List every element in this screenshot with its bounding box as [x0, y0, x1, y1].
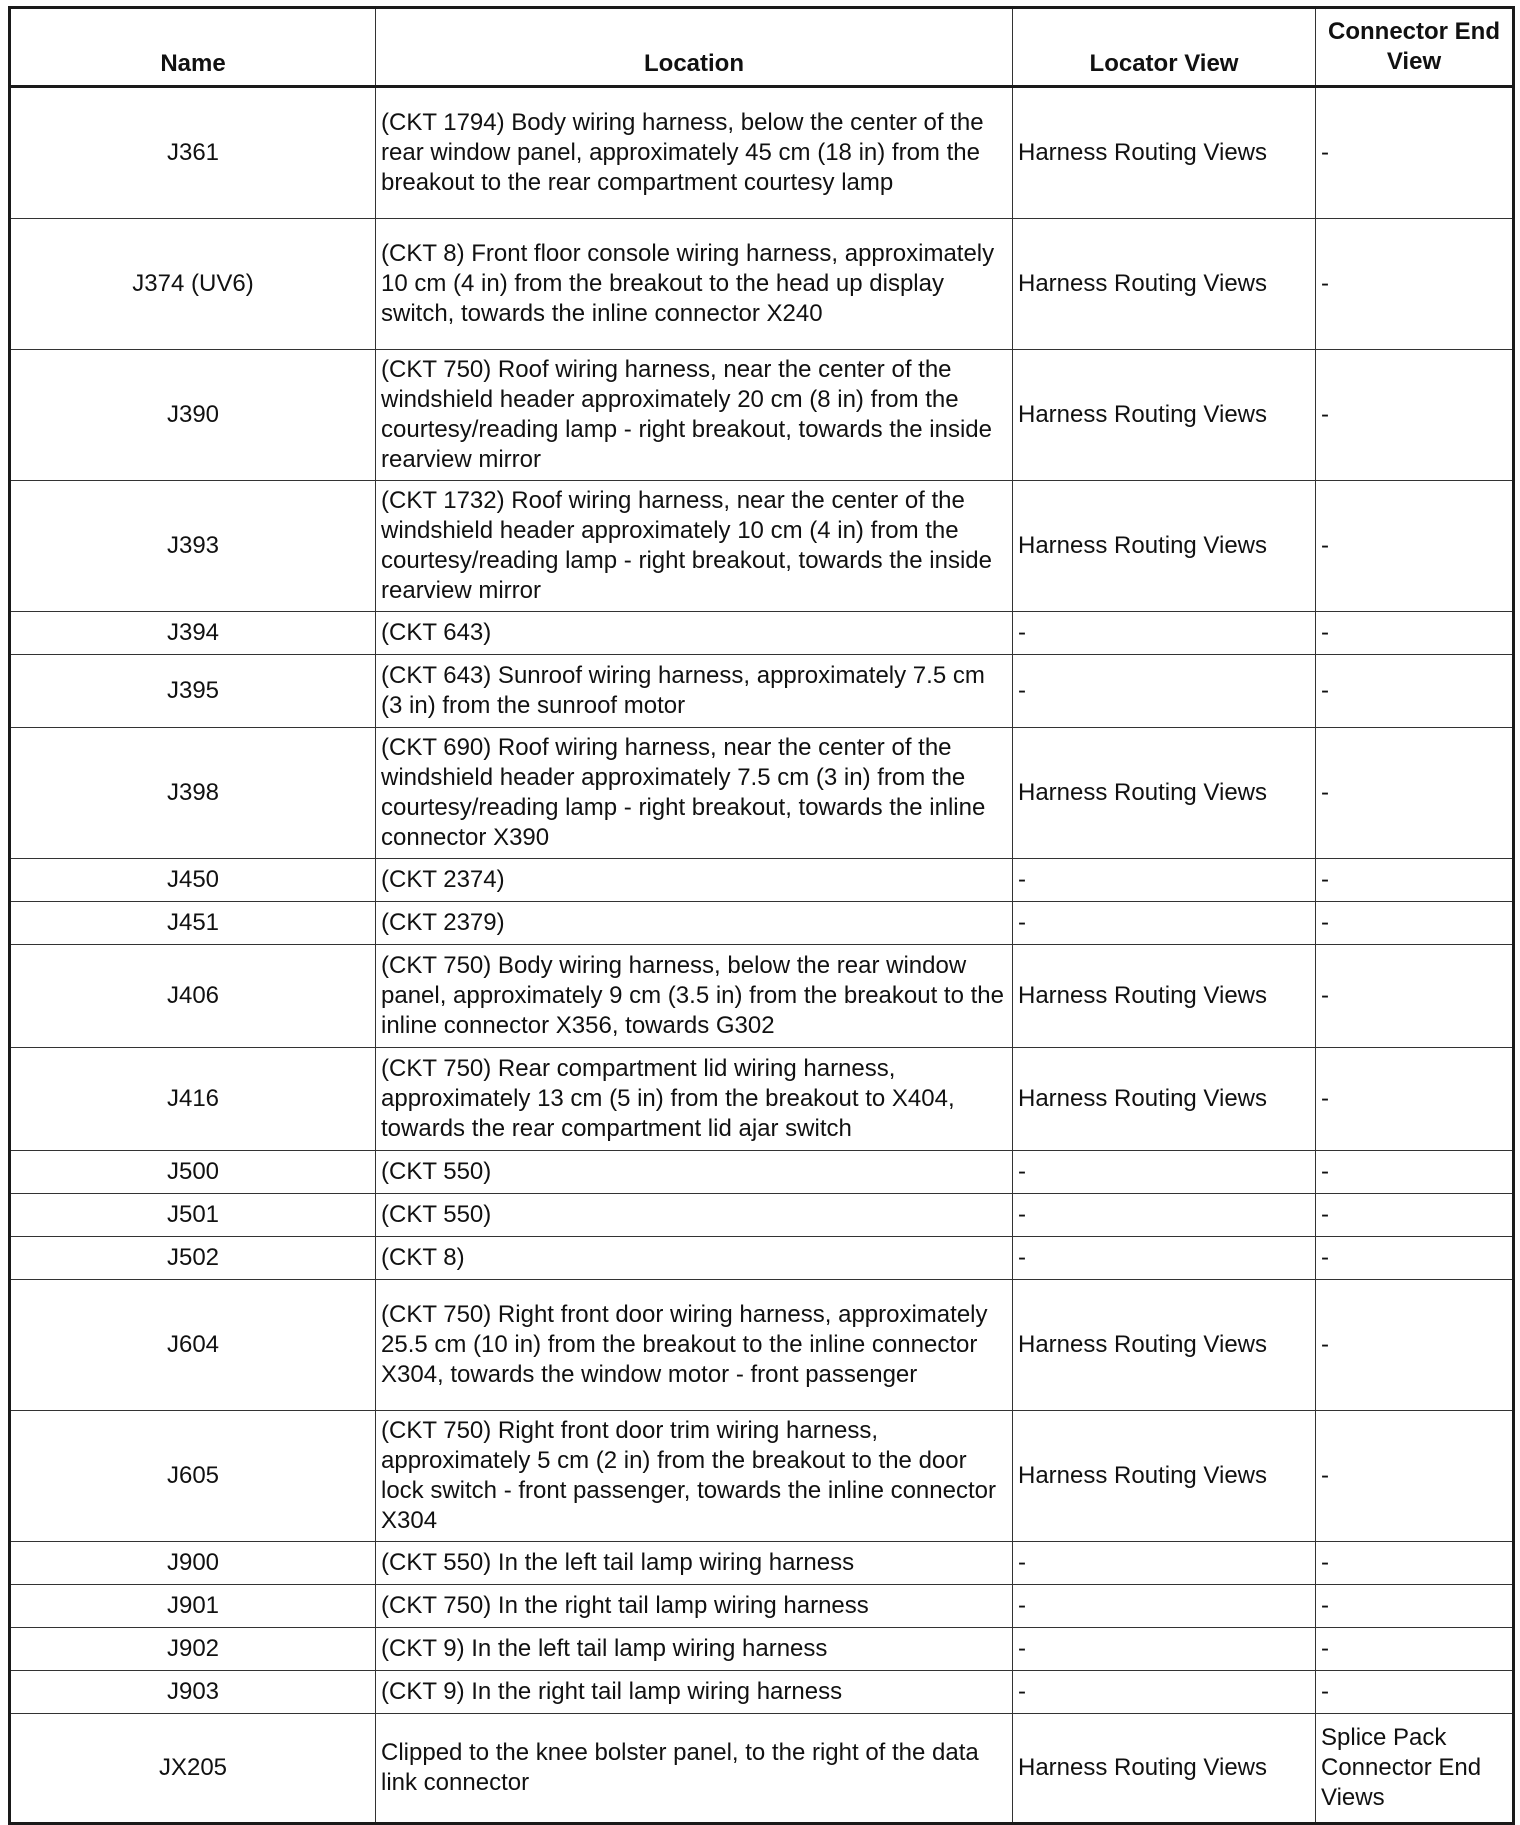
table-row: [10, 1411, 1514, 1542]
cell-name: JX205: [10, 1714, 376, 1824]
cell-name: J501: [10, 1194, 376, 1237]
cell-connector-end-view: -: [1316, 1411, 1514, 1542]
cell-location: (CKT 750) Roof wiring harness, near the center of the windshield header approximately 20 cm (8 in) from the courtesy/reading lamp - right breakout, towards the inside rearview mirror: [376, 350, 1013, 481]
table-row: [10, 1585, 1514, 1628]
cell-locator-view: -: [1013, 612, 1316, 655]
table-row: [10, 87, 1514, 219]
cell-locator-view: -: [1013, 1237, 1316, 1280]
cell-connector-end-view: -: [1316, 859, 1514, 902]
cell-location: (CKT 750) Body wiring harness, below the rear window panel, approximately 9 cm (3.5 in) from the breakout to the inline connector X356, towards G302: [376, 945, 1013, 1048]
cell-connector-end-view: -: [1316, 350, 1514, 481]
cell-locator-view: Harness Routing Views: [1013, 1714, 1316, 1824]
cell-location: (CKT 750) Right front door trim wiring harness, approximately 5 cm (2 in) from the breakout to the door lock switch - front passenger, towards the inline connector X304: [376, 1411, 1013, 1542]
table-row: [10, 219, 1514, 350]
cell-name: J394: [10, 612, 376, 655]
cell-name: J374 (UV6): [10, 219, 376, 350]
table-row: [10, 902, 1514, 945]
table-row: [10, 350, 1514, 481]
cell-connector-end-view: -: [1316, 1151, 1514, 1194]
cell-locator-view: Harness Routing Views: [1013, 1411, 1316, 1542]
cell-locator-view: -: [1013, 1585, 1316, 1628]
cell-locator-view: Harness Routing Views: [1013, 1280, 1316, 1411]
cell-locator-view: Harness Routing Views: [1013, 219, 1316, 350]
cell-location: (CKT 643): [376, 612, 1013, 655]
table-row: [10, 1542, 1514, 1585]
cell-locator-view: Harness Routing Views: [1013, 945, 1316, 1048]
cell-location: (CKT 550): [376, 1194, 1013, 1237]
splice-locations-table: [8, 6, 1515, 1825]
table-row: [10, 1280, 1514, 1411]
cell-location: (CKT 550): [376, 1151, 1013, 1194]
cell-name: J390: [10, 350, 376, 481]
cell-locator-view: Harness Routing Views: [1013, 87, 1316, 219]
table-row: [10, 945, 1514, 1048]
table-row: [10, 612, 1514, 655]
cell-name: J900: [10, 1542, 376, 1585]
cell-location: (CKT 2379): [376, 902, 1013, 945]
table-row: [10, 1714, 1514, 1824]
cell-connector-end-view: -: [1316, 1237, 1514, 1280]
cell-connector-end-view: -: [1316, 481, 1514, 612]
column-header-location: Location: [376, 8, 1013, 87]
cell-name: J901: [10, 1585, 376, 1628]
table-row: [10, 1237, 1514, 1280]
cell-location: (CKT 1794) Body wiring harness, below the center of the rear window panel, approximately 45 cm (18 in) from the breakout to the rear compartment courtesy lamp: [376, 87, 1013, 219]
table-header-row: [10, 8, 1514, 87]
cell-connector-end-view: -: [1316, 945, 1514, 1048]
column-header-locator-view: Locator View: [1013, 8, 1316, 87]
cell-name: J416: [10, 1048, 376, 1151]
cell-name: J604: [10, 1280, 376, 1411]
table-row: [10, 481, 1514, 612]
cell-connector-end-view: -: [1316, 1585, 1514, 1628]
cell-location: (CKT 750) Right front door wiring harness, approximately 25.5 cm (10 in) from the breakout to the inline connector X304, towards the window motor - front passenger: [376, 1280, 1013, 1411]
cell-location: Clipped to the knee bolster panel, to the right of the data link connector: [376, 1714, 1013, 1824]
cell-locator-view: -: [1013, 1671, 1316, 1714]
cell-locator-view: Harness Routing Views: [1013, 728, 1316, 859]
cell-name: J398: [10, 728, 376, 859]
cell-name: J605: [10, 1411, 376, 1542]
cell-name: J450: [10, 859, 376, 902]
cell-location: (CKT 8): [376, 1237, 1013, 1280]
cell-connector-end-view: -: [1316, 87, 1514, 219]
cell-locator-view: -: [1013, 1628, 1316, 1671]
cell-connector-end-view: -: [1316, 1194, 1514, 1237]
cell-connector-end-view: -: [1316, 1628, 1514, 1671]
cell-connector-end-view: -: [1316, 1048, 1514, 1151]
table-row: [10, 1048, 1514, 1151]
cell-location: (CKT 643) Sunroof wiring harness, approximately 7.5 cm (3 in) from the sunroof motor: [376, 655, 1013, 728]
cell-connector-end-view: -: [1316, 1542, 1514, 1585]
cell-locator-view: -: [1013, 859, 1316, 902]
cell-name: J361: [10, 87, 376, 219]
cell-name: J451: [10, 902, 376, 945]
cell-locator-view: -: [1013, 1194, 1316, 1237]
column-header-connector-end-view: Connector End View: [1316, 8, 1514, 87]
cell-locator-view: -: [1013, 902, 1316, 945]
cell-name: J903: [10, 1671, 376, 1714]
cell-name: J502: [10, 1237, 376, 1280]
column-header-name: Name: [10, 8, 376, 87]
table-row: [10, 1194, 1514, 1237]
cell-name: J395: [10, 655, 376, 728]
cell-locator-view: -: [1013, 1151, 1316, 1194]
cell-name: J902: [10, 1628, 376, 1671]
cell-connector-end-view: Splice Pack Connector End Views: [1316, 1714, 1514, 1824]
table-row: [10, 1151, 1514, 1194]
cell-locator-view: Harness Routing Views: [1013, 481, 1316, 612]
cell-location: (CKT 750) In the right tail lamp wiring harness: [376, 1585, 1013, 1628]
cell-location: (CKT 690) Roof wiring harness, near the center of the windshield header approximately 7.5 cm (3 in) from the courtesy/reading lamp - right breakout, towards the inline connector X390: [376, 728, 1013, 859]
cell-location: (CKT 2374): [376, 859, 1013, 902]
cell-connector-end-view: -: [1316, 1671, 1514, 1714]
cell-locator-view: -: [1013, 655, 1316, 728]
table-row: [10, 655, 1514, 728]
cell-location: (CKT 550) In the left tail lamp wiring harness: [376, 1542, 1013, 1585]
cell-connector-end-view: -: [1316, 655, 1514, 728]
cell-locator-view: Harness Routing Views: [1013, 350, 1316, 481]
cell-connector-end-view: -: [1316, 1280, 1514, 1411]
cell-locator-view: -: [1013, 1542, 1316, 1585]
cell-locator-view: Harness Routing Views: [1013, 1048, 1316, 1151]
cell-name: J500: [10, 1151, 376, 1194]
table-row: [10, 1671, 1514, 1714]
cell-name: J406: [10, 945, 376, 1048]
cell-location: (CKT 750) Rear compartment lid wiring harness, approximately 13 cm (5 in) from the breakout to X404, towards the rear compartment lid ajar switch: [376, 1048, 1013, 1151]
cell-connector-end-view: -: [1316, 902, 1514, 945]
table-row: [10, 859, 1514, 902]
cell-name: J393: [10, 481, 376, 612]
cell-location: (CKT 1732) Roof wiring harness, near the center of the windshield header approximately 10 cm (4 in) from the courtesy/reading lamp - right breakout, towards the inside rearview mirror: [376, 481, 1013, 612]
cell-connector-end-view: -: [1316, 219, 1514, 350]
cell-location: (CKT 8) Front floor console wiring harness, approximately 10 cm (4 in) from the breakout to the head up display switch, towards the inline connector X240: [376, 219, 1013, 350]
table-row: [10, 728, 1514, 859]
cell-connector-end-view: -: [1316, 612, 1514, 655]
table-row: [10, 1628, 1514, 1671]
cell-location: (CKT 9) In the right tail lamp wiring harness: [376, 1671, 1013, 1714]
cell-connector-end-view: -: [1316, 728, 1514, 859]
cell-location: (CKT 9) In the left tail lamp wiring harness: [376, 1628, 1013, 1671]
